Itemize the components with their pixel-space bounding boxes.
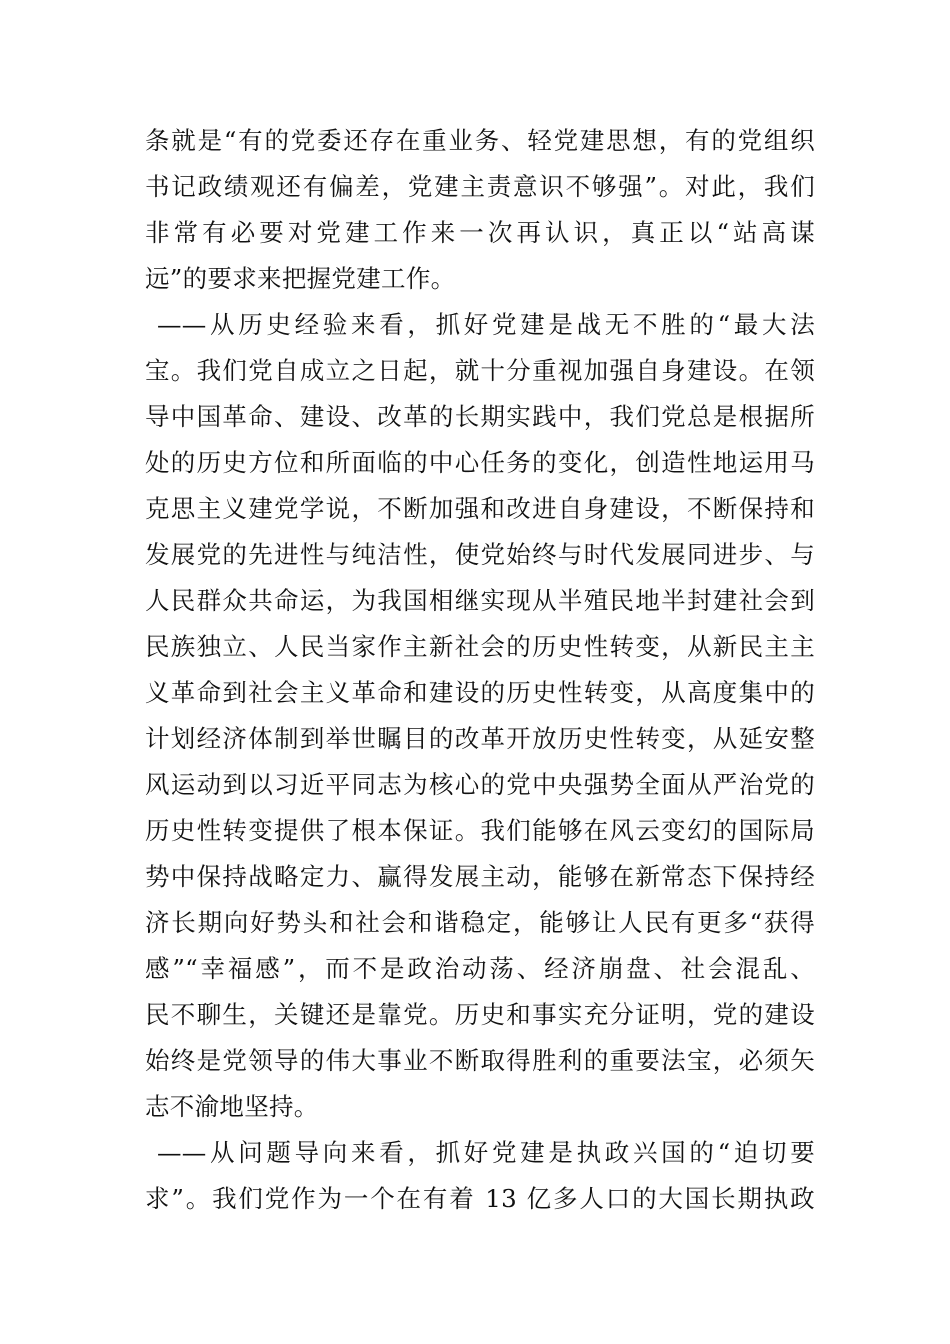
text-line: 风运动到以习近平同志为核心的党中央强势全面从严治党的 bbox=[145, 770, 815, 799]
text-line: 宝。我们党自成立之日起，就十分重视加强自身建设。在领 bbox=[145, 356, 815, 385]
text-line: 感”“幸福感”，而不是政治动荡、经济崩盘、社会混乱、 bbox=[145, 954, 815, 983]
text-line: 非常有必要对党建工作来一次再认识，真正以“站高谋 bbox=[145, 218, 815, 247]
text-line: 发展党的先进性与纯洁性，使党始终与时代发展同进步、与 bbox=[145, 540, 815, 569]
text-line: 志不渝地坚持。 bbox=[145, 1092, 319, 1121]
text-line: ——从问题导向来看，抓好党建是执政兴国的“迫切要 bbox=[157, 1138, 815, 1167]
text-line: 远”的要求来把握党建工作。 bbox=[145, 264, 456, 293]
text-line: 克思主义建党学说，不断加强和改进自身建设，不断保持和 bbox=[145, 494, 815, 523]
text-line: 求”。我们党作为一个在有着 13 亿多人口的大国长期执政 bbox=[145, 1184, 815, 1213]
text-line: 书记政绩观还有偏差，党建主责意识不够强”。对此，我们 bbox=[145, 172, 815, 201]
text-line: 始终是党领导的伟大事业不断取得胜利的重要法宝，必须矢 bbox=[145, 1046, 815, 1075]
text-line: 计划经济体制到举世瞩目的改革开放历史性转变，从延安整 bbox=[145, 724, 815, 753]
text-line: 历史性转变提供了根本保证。我们能够在风云变幻的国际局 bbox=[145, 816, 815, 845]
text-line: 势中保持战略定力、赢得发展主动，能够在新常态下保持经 bbox=[145, 862, 815, 891]
document-body bbox=[145, 118, 815, 1222]
text-line: 济长期向好势头和社会和谐稳定，能够让人民有更多“获得 bbox=[145, 908, 815, 937]
text-line: 处的历史方位和所面临的中心任务的变化，创造性地运用马 bbox=[145, 448, 815, 477]
text-line: 民族独立、人民当家作主新社会的历史性转变，从新民主主 bbox=[145, 632, 815, 661]
text-line: 义革命到社会主义革命和建设的历史性转变，从高度集中的 bbox=[145, 678, 815, 707]
text-line: ——从历史经验来看，抓好党建是战无不胜的“最大法 bbox=[157, 310, 815, 339]
text-line: 人民群众共命运，为我国相继实现从半殖民地半封建社会到 bbox=[145, 586, 815, 615]
text-line: 条就是“有的党委还存在重业务、轻党建思想，有的党组织 bbox=[145, 126, 815, 155]
text-line: 民不聊生，关键还是靠党。历史和事实充分证明，党的建设 bbox=[145, 1000, 815, 1029]
text-line: 导中国革命、建设、改革的长期实践中，我们党总是根据所 bbox=[145, 402, 815, 431]
